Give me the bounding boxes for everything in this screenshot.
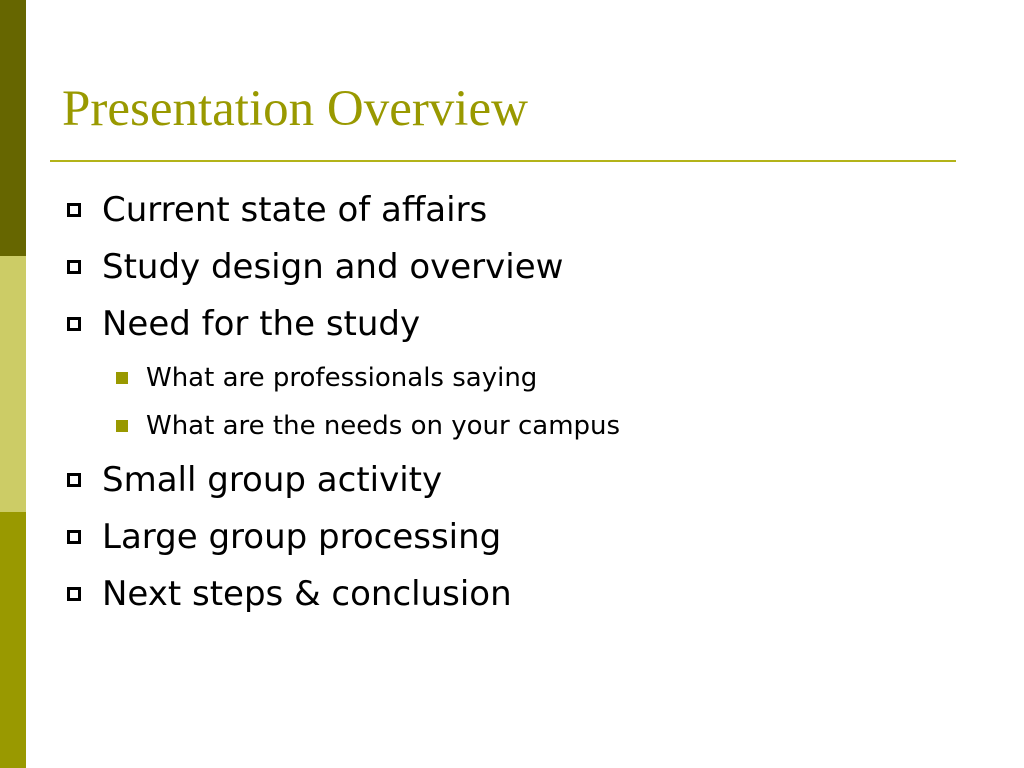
bullet-item (67, 572, 512, 616)
bullet-text: Study design and overview (102, 247, 564, 287)
bullet-item (67, 515, 501, 559)
hollow-square-icon (67, 587, 81, 601)
hollow-square-icon (67, 530, 81, 544)
bullet-text: Need for the study (102, 304, 421, 344)
slide-title: Presentation Overview (62, 81, 528, 137)
hollow-square-icon (67, 260, 81, 274)
bullet-text: Current state of affairs (102, 190, 488, 230)
hollow-square-icon (67, 473, 81, 487)
bullet-text: Large group processing (102, 517, 502, 557)
hollow-square-icon (67, 203, 81, 217)
bullet-item (67, 302, 420, 346)
sub-bullet-item (116, 360, 537, 396)
hollow-square-icon (67, 317, 81, 331)
bullet-item (67, 245, 563, 289)
bullet-item (67, 458, 442, 502)
filled-square-icon (116, 420, 128, 432)
bullet-text: Small group activity (102, 460, 443, 500)
sub-bullet-text: What are professionals saying (146, 363, 538, 393)
sub-bullet-text: What are the needs on your campus (146, 411, 621, 441)
filled-square-icon (116, 372, 128, 384)
bullet-text: Next steps & conclusion (102, 574, 512, 614)
sub-bullet-item (116, 408, 620, 444)
bullet-item (67, 188, 487, 232)
